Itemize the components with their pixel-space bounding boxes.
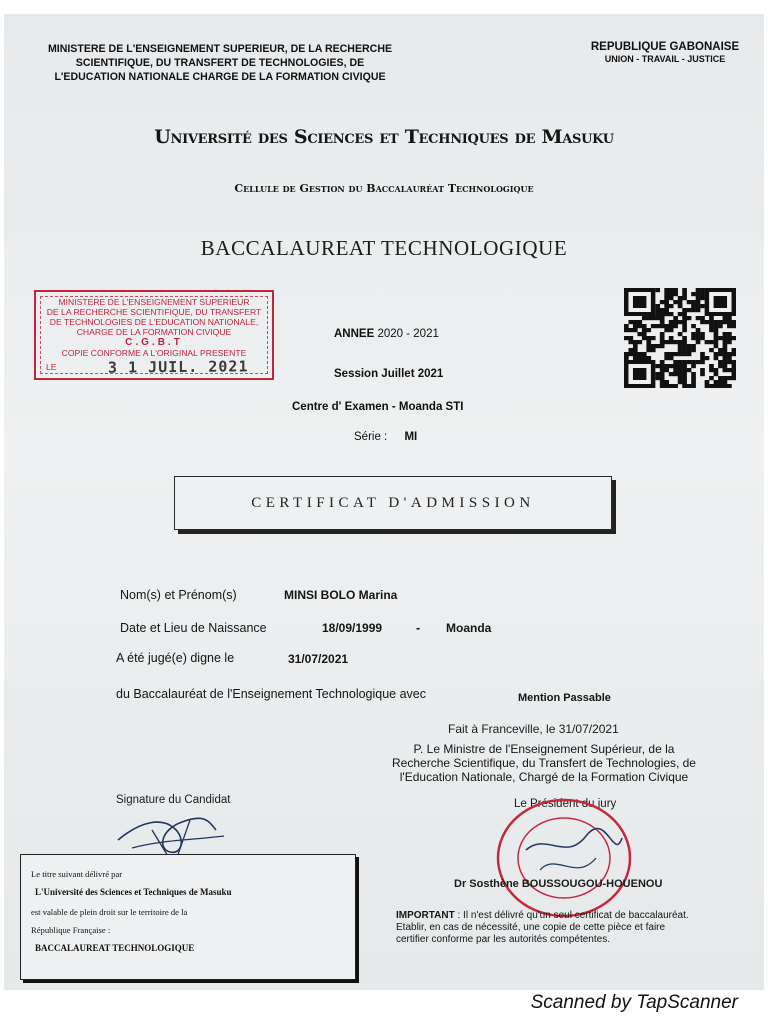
birth-place: Moanda (446, 621, 492, 635)
certificate-paper (4, 14, 764, 990)
certified-copy-stamp (34, 290, 274, 380)
serie-label: Série : (354, 431, 388, 443)
validity-line-2: L'Université des Sciences et Techniques de Masuku (35, 887, 232, 897)
stamp-code: C.G.B.T (125, 337, 183, 348)
republic-header (580, 40, 750, 65)
name-value: MINSI BOLO Marina (284, 588, 398, 602)
validity-line-3: est valable de plein droit sur le territoire de la (31, 907, 188, 917)
important-text: : Il n'est délivré qu'un seul certificat de baccalauréat. Etablir, en cas de nécessité, une copie de cette pièce et faire certifier conforme par les autorités compétentes. (396, 910, 689, 945)
important-label: IMPORTANT (396, 910, 455, 921)
minister-block (364, 742, 724, 784)
jury-seal (486, 792, 646, 922)
ministry-line: L'EDUCATION NATIONALE CHARGE DE LA FORMATION CIVIQUE (54, 71, 386, 83)
validity-line-5: BACCALAUREAT TECHNOLOGIQUE (35, 943, 195, 953)
year-label: ANNEE (334, 328, 375, 340)
ministry-line: MINISTERE DE L'ENSEIGNEMENT SUPERIEUR, DE LA RECHERCHE (47, 43, 393, 55)
president-label: Le Président du jury (514, 798, 617, 810)
stamp-le: LE (46, 362, 57, 372)
important-note (396, 910, 696, 946)
birth-separator: - (416, 621, 421, 635)
stamp-line: DE LA RECHERCHE SCIENTIFIQUE, DU TRANSFERT (46, 307, 262, 317)
ministry-line: SCIENTIFIQUE, DU TRANSFERT DE TECHNOLOGIES, DE (75, 57, 365, 69)
certificate-title-box (174, 476, 612, 530)
mention: Mention Passable (518, 692, 611, 704)
minister-line: l'Education Nationale, Chargé de la Formation Civique (399, 770, 689, 784)
birth-label: Date et Lieu de Naissance (120, 621, 267, 635)
president-name: Dr Sosthène BOUSSOUGOU-HOUENOU (454, 878, 663, 890)
judged-label: A été jugé(e) digne le (116, 651, 235, 665)
stamp-line: CHARGE DE LA FORMATION CIVIQUE (76, 327, 232, 337)
stamp-line: MINISTERE DE L'ENSEIGNEMENT SUPERIEUR (58, 297, 250, 307)
republic-name: REPUBLIQUE GABONAISE (590, 41, 740, 53)
candidate-signature-label: Signature du Candidat (116, 794, 231, 806)
validity-line-4: République Française : (31, 925, 111, 935)
bac-label: du Baccalauréat de l'Enseignement Technologique avec (116, 687, 427, 701)
ministry-header (20, 42, 420, 84)
bac-title: BACCALAUREAT TECHNOLOGIQUE (200, 236, 568, 260)
birth-date: 18/09/1999 (322, 621, 383, 635)
stamp-text (36, 297, 272, 358)
stamp-line: DE TECHNOLOGIES DE L'EDUCATION NATIONALE, (49, 317, 259, 327)
judged-date: 31/07/2021 (288, 652, 349, 666)
validity-line-1: Le titre suivant délivré par (31, 869, 123, 879)
qr-code-icon (624, 288, 736, 388)
exam-centre: Centre d' Examen - Moanda STI (292, 401, 464, 413)
scanner-watermark: Scanned by TapScanner (530, 992, 738, 1013)
serie-line (354, 431, 417, 443)
university-title: Université des Sciences et Techniques de Masuku (154, 126, 614, 148)
stamp-copy: COPIE CONFORME A L'ORIGINAL PRESENTE (61, 348, 247, 358)
minister-line: P. Le Ministre de l'Enseignement Supérieur, de la (413, 742, 675, 756)
year-line (334, 328, 439, 340)
name-label: Nom(s) et Prénom(s) (120, 588, 237, 602)
serie-value: MI (404, 431, 418, 443)
minister-line: Recherche Scientifique, du Transfert de Technologies, de (392, 756, 696, 770)
certificate-title: CERTIFICAT D'ADMISSION (251, 495, 535, 511)
stamp-date: 3 1 JUIL. 2021 (107, 357, 249, 377)
session: Session Juillet 2021 (334, 368, 444, 380)
year-value: 2020 - 2021 (377, 328, 439, 340)
validity-box (20, 854, 356, 980)
cellule-title: Cellule de Gestion du Baccalauréat Technologique (234, 182, 534, 195)
place-date: Fait à Franceville, le 31/07/2021 (448, 722, 619, 736)
republic-motto: UNION - TRAVAIL - JUSTICE (604, 54, 726, 64)
